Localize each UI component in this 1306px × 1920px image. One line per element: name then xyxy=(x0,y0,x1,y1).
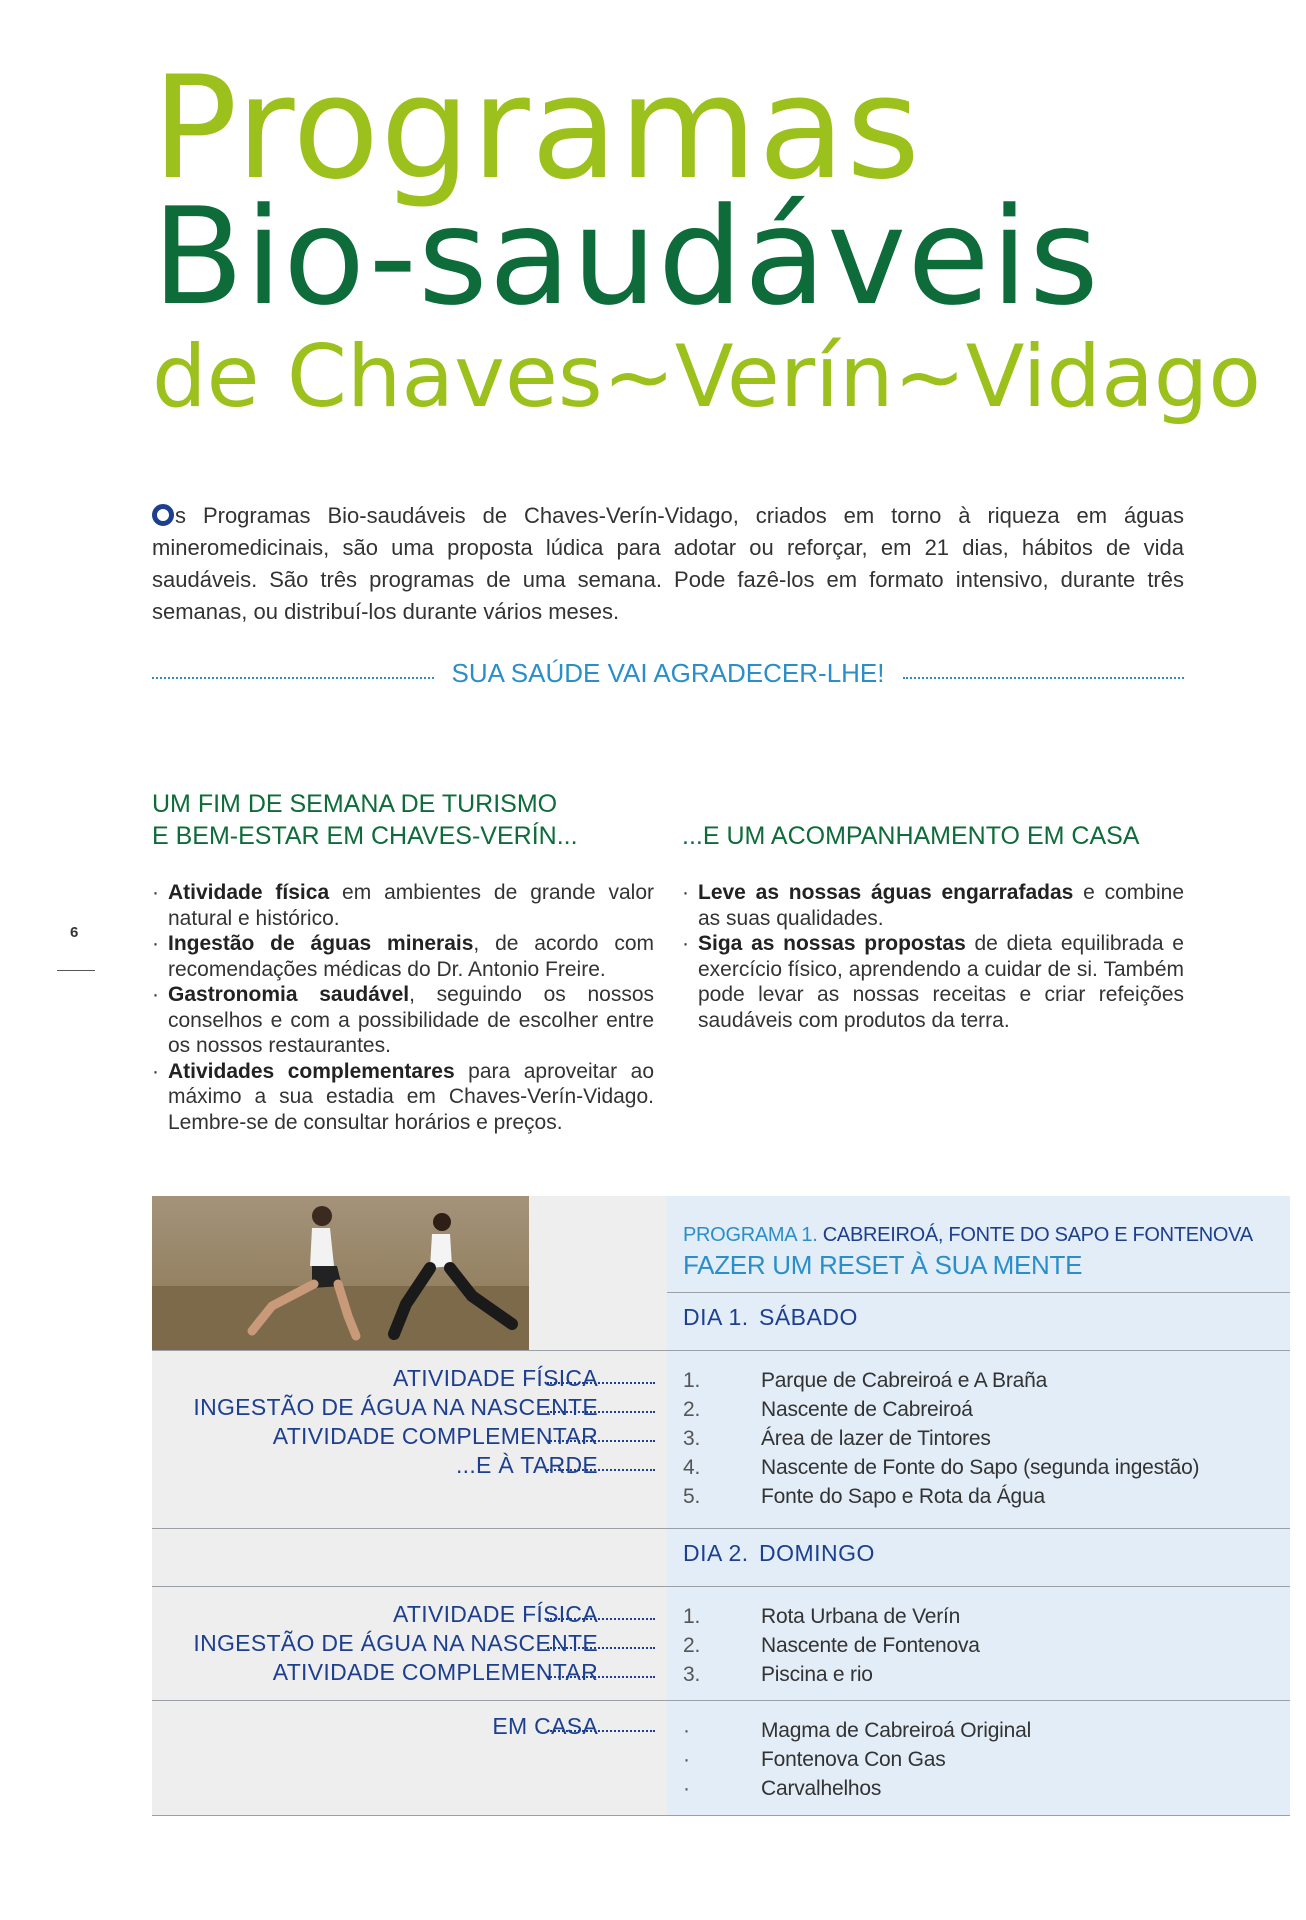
list-item: 1. Parque de Cabreiroá e A Braña xyxy=(683,1369,1048,1392)
left-column xyxy=(152,788,654,1135)
activity-label: ATIVIDADE FÍSICA xyxy=(392,1365,598,1391)
right-column-heading: ...E UM ACOMPANHAMENTO EM CASA xyxy=(682,822,1140,850)
list-item: · Gastronomia saudável, seguindo os nossos conselhos e com a possibilidade de escolher entre os nossos restaurantes. xyxy=(152,982,654,1059)
day2-activities xyxy=(193,1600,598,1687)
activity-label: ATIVIDADE COMPLEMENTAR xyxy=(272,1423,598,1449)
list-item: · Atividade física em ambientes de grande valor natural e histórico. xyxy=(152,880,654,931)
list-item: · Magma de Cabreiroá Original xyxy=(683,1719,1032,1742)
exercise-photo-illustration xyxy=(152,1196,529,1350)
activity-label: INGESTÃO DE ÁGUA NA NASCENTE xyxy=(193,1630,598,1656)
program-title: FAZER UM RESET À SUA MENTE xyxy=(683,1250,1083,1280)
divider xyxy=(152,1350,1290,1351)
activity-label: INGESTÃO DE ÁGUA NA NASCENTE xyxy=(193,1394,598,1420)
list-item: · Fontenova Con Gas xyxy=(683,1748,946,1771)
list-item: 3. Piscina e rio xyxy=(683,1663,873,1686)
exercise-photo xyxy=(152,1196,529,1350)
intro-text: s Programas Bio-saudáveis de Chaves-Verín-Vidago, criados em torno à riqueza em águas mineromedicinais, são uma proposta lúdica para adotar ou reforçar, em 21 dias, hábitos de vida saudáveis. São três programas de uma semana. Pode fazê-los em formato intensivo, durante três semanas, ou distribuí-los durante vários meses. xyxy=(152,503,1184,624)
day1-items xyxy=(683,1366,1199,1511)
list-item: 4. Nascente de Fonte do Sapo (segunda ingestão) xyxy=(683,1456,1200,1479)
left-column-list xyxy=(152,880,654,1135)
dotted-rule-left xyxy=(152,677,434,679)
divider xyxy=(152,1815,1290,1816)
motto-banner xyxy=(152,655,1184,691)
activity-label: ...E À TARDE xyxy=(455,1452,598,1478)
list-item: · Leve as nossas águas engarrafadas e combine as suas qualidades. xyxy=(682,880,1184,931)
list-item: 5. Fonte do Sapo e Rota da Água xyxy=(683,1485,1045,1508)
title-line-1: Programas xyxy=(152,46,922,211)
divider xyxy=(152,1700,1290,1701)
list-item: · Siga as nossas propostas de dieta equilibrada e exercício físico, aprendendo a cuidar de si. Também pode levar as nossas receitas e criar refeições saudáveis com produtos da terra. xyxy=(682,931,1184,1033)
day1-activities xyxy=(193,1364,598,1480)
intro-paragraph xyxy=(152,500,1184,628)
day1-header: DIA 1. SÁBADO xyxy=(683,1304,858,1330)
day1-leaders xyxy=(547,1364,655,1480)
day2-items xyxy=(683,1602,980,1689)
home-leaders xyxy=(547,1712,655,1741)
list-item: 2. Nascente de Fontenova xyxy=(683,1634,980,1657)
dotted-rule-right xyxy=(903,677,1185,679)
motto-text: SUA SAÚDE VAI AGRADECER-LHE! xyxy=(451,657,885,688)
page-number: 6 xyxy=(70,924,79,941)
right-column-list xyxy=(682,880,1184,1033)
dropcap-o xyxy=(152,504,174,526)
divider xyxy=(667,1292,1290,1293)
title-line-3: de Chaves~Verín~Vidago xyxy=(152,327,1261,427)
page-number-rule xyxy=(57,970,95,971)
day2-leaders xyxy=(547,1600,655,1687)
list-item: · Ingestão de águas minerais, de acordo com recomendações médicas do Dr. Antonio Freire. xyxy=(152,931,654,982)
list-item: 2. Nascente de Cabreiroá xyxy=(683,1398,973,1421)
list-item: 3. Área de lazer de Tintores xyxy=(683,1427,991,1450)
list-item: · Atividades complementares para aproveitar ao máximo a sua estadia em Chaves-Verín-Vidago. Lembre-se de consultar horários e preços. xyxy=(152,1059,654,1136)
title-line-2: Bio-saudáveis xyxy=(152,179,1100,335)
home-items xyxy=(683,1716,1031,1803)
divider xyxy=(152,1586,1290,1587)
activity-label: ATIVIDADE FÍSICA xyxy=(392,1601,598,1627)
activity-label: ATIVIDADE COMPLEMENTAR xyxy=(272,1659,598,1685)
activity-label: EM CASA xyxy=(492,1713,598,1739)
right-column xyxy=(682,788,1184,1033)
left-column-heading: UM FIM DE SEMANA DE TURISMO E BEM-ESTAR EM CHAVES-VERÍN... xyxy=(152,790,578,850)
divider xyxy=(152,1528,1290,1529)
list-item: 1. Rota Urbana de Verín xyxy=(683,1605,961,1628)
program-label: PROGRAMA 1. CABREIROÁ, FONTE DO SAPO E FONTENOVA xyxy=(683,1224,1253,1246)
day2-header: DIA 2. DOMINGO xyxy=(683,1540,875,1566)
list-item: · Carvalhelhos xyxy=(683,1777,882,1800)
program-table xyxy=(152,1196,1290,1816)
